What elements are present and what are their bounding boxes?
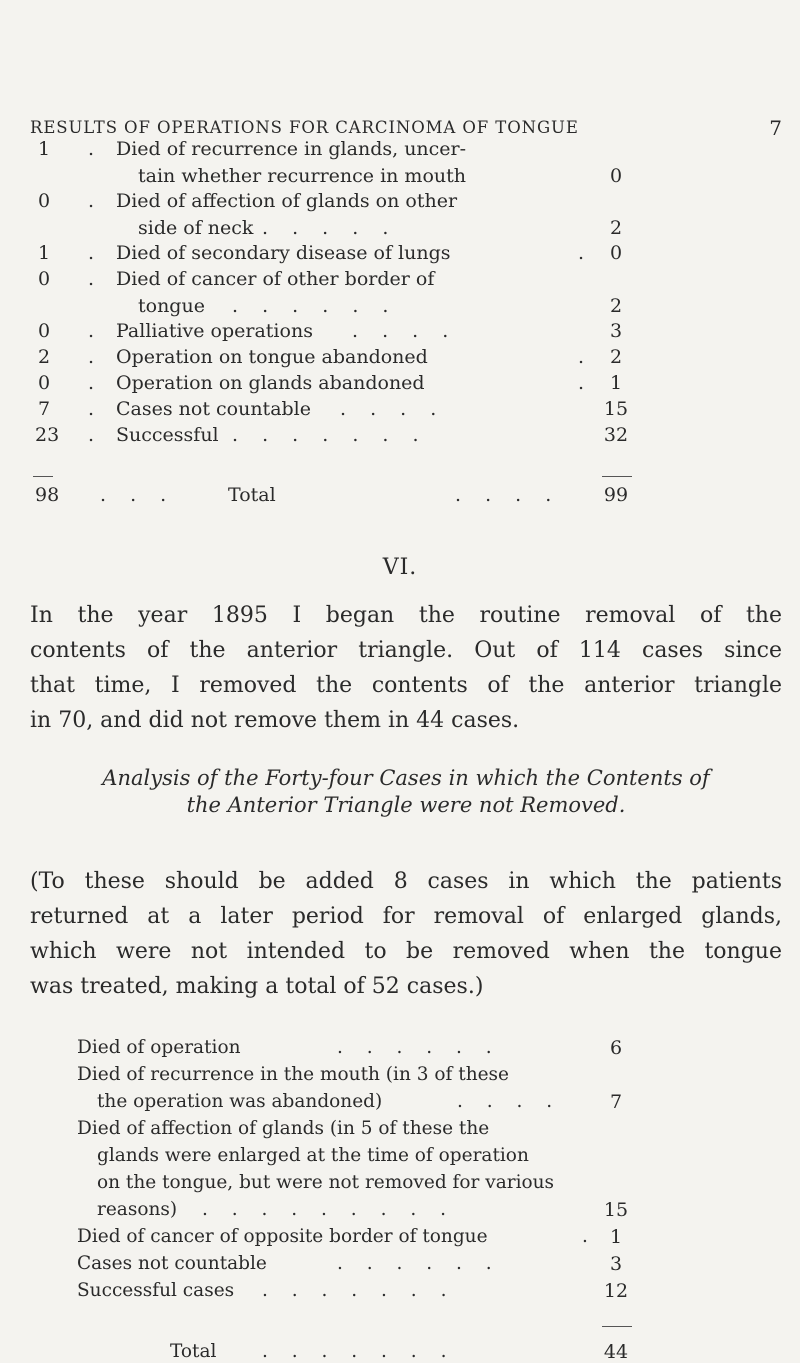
running-title: RESULTS OF OPERATIONS FOR CARCINOMA OF TONGUE (30, 118, 579, 137)
total-right-value: 44 (603, 1341, 629, 1363)
row-leader: . . . . . . (232, 295, 398, 317)
row-description: Operation on glands abandoned (116, 372, 425, 394)
analysis-heading-line: Analysis of the Forty-four Cases in which the Contents of (102, 766, 710, 790)
row-right-value: 2 (609, 346, 623, 368)
analysis-heading (30, 765, 782, 819)
row-right-value: 0 (609, 165, 623, 187)
paragraph-line: returned at a later period for removal of enlarged glands, (30, 904, 782, 929)
paragraph-line: which were not intended to be removed when the tongue (30, 939, 782, 964)
row-leader: . (578, 242, 594, 264)
row-leader: . . . . . . (337, 1037, 501, 1058)
row-left-value: 7 (37, 398, 51, 420)
paragraph-line: was treated, making a total of 52 cases.) (30, 974, 484, 999)
paragraph-additional-cases (30, 864, 782, 1004)
row-right-value: 6 (609, 1037, 623, 1059)
total-leader: . . . . . . . (262, 1341, 456, 1362)
row-description: Died of secondary disease of lungs (116, 242, 451, 264)
row-left-value: 0 (37, 190, 51, 212)
row-description: glands were enlarged at the time of operation (97, 1145, 529, 1166)
row-description: Died of operation (77, 1037, 241, 1058)
row-description: on the tongue, but were not removed for various (97, 1172, 555, 1193)
row-left-value: 2 (37, 346, 51, 368)
page-number: 7 (769, 116, 782, 140)
row-description: tongue (138, 295, 205, 317)
row-right-value: 7 (609, 1091, 623, 1113)
row-dot: . (88, 372, 95, 394)
row-description: reasons) (97, 1199, 178, 1220)
row-description: Died of recurrence in glands, uncer- (116, 138, 467, 160)
total-leader: . . . (100, 484, 176, 506)
row-leader: . . . . . . (337, 1253, 501, 1274)
total-leader: . . . . (455, 484, 561, 506)
paragraph-line: contents of the anterior triangle. Out of 114 cases since (30, 638, 782, 663)
row-description: Successful cases (77, 1280, 235, 1301)
row-description: Died of cancer of opposite border of tongue (77, 1226, 488, 1247)
row-description: Died of affection of glands (in 5 of these the (77, 1118, 490, 1139)
row-left-value: 1 (37, 242, 51, 264)
total-left-value: 98 (35, 484, 60, 506)
paragraph-line: that time, I removed the contents of the anterior triangle (30, 673, 782, 698)
row-right-value: 3 (609, 320, 623, 342)
section-heading: VI. (382, 555, 418, 580)
row-dot: . (88, 138, 95, 160)
row-dot: . (88, 424, 95, 446)
row-right-value: 2 (609, 217, 623, 239)
row-right-value: 32 (603, 424, 629, 446)
analysis-heading-line: the Anterior Triangle were not Removed. (186, 793, 626, 817)
row-leader: . (578, 346, 594, 368)
total-label: Total (228, 484, 276, 506)
row-dot: . (88, 320, 95, 342)
row-right-value: 0 (609, 242, 623, 264)
row-description: the operation was abandoned) (97, 1091, 383, 1112)
row-leader: . . . . (457, 1091, 562, 1112)
row-right-value: 2 (609, 295, 623, 317)
row-dot: . (88, 398, 95, 420)
row-leader: . (582, 1226, 597, 1247)
row-right-value: 3 (609, 1253, 623, 1275)
row-description: Cases not countable (77, 1253, 267, 1274)
row-dot: . (88, 242, 95, 264)
row-right-value: 1 (609, 372, 623, 394)
paragraph-line: In the year 1895 I began the routine removal of the (30, 603, 782, 628)
row-description: Died of cancer of other border of (116, 268, 435, 290)
right-sum-rule (602, 1326, 632, 1327)
right-sum-rule (602, 476, 632, 477)
row-right-value: 15 (603, 398, 629, 420)
row-right-value: 1 (609, 1226, 623, 1248)
paragraph-line: in 70, and did not remove them in 44 cases. (30, 708, 520, 733)
row-leader: . . . . . . . . . (202, 1199, 455, 1220)
row-right-value: 15 (603, 1199, 629, 1221)
row-description: Cases not countable (116, 398, 312, 420)
row-description: Died of recurrence in the mouth (in 3 of these (77, 1064, 509, 1085)
row-leader: . . . . (340, 398, 446, 420)
row-leader: . . . . . . . (232, 424, 428, 446)
paragraph-line: (To these should be added 8 cases in which the patients (30, 869, 782, 894)
row-dot: . (88, 346, 95, 368)
row-leader: . . . . . . . (262, 1280, 456, 1301)
row-description: Operation on tongue abandoned (116, 346, 428, 368)
row-left-value: 0 (37, 372, 51, 394)
total-label: Total (170, 1341, 217, 1362)
row-left-value: 0 (37, 320, 51, 342)
row-leader: . . . . (352, 320, 458, 342)
row-dot: . (88, 190, 95, 212)
row-left-value: 23 (35, 424, 60, 446)
row-leader: . (578, 372, 594, 394)
row-description: tain whether recurrence in mouth (138, 165, 466, 187)
left-sum-rule (33, 476, 53, 477)
total-right-value: 99 (603, 484, 629, 506)
row-description: side of neck (138, 217, 254, 239)
row-description: Successful (116, 424, 219, 446)
row-left-value: 0 (37, 268, 51, 290)
row-leader: . . . . . (262, 217, 398, 239)
row-description: Died of affection of glands on other (116, 190, 458, 212)
row-dot: . (88, 268, 95, 290)
row-left-value: 1 (37, 138, 51, 160)
paragraph-anterior-triangle (30, 598, 782, 738)
row-description: Palliative operations (116, 320, 313, 342)
row-right-value: 12 (603, 1280, 629, 1302)
